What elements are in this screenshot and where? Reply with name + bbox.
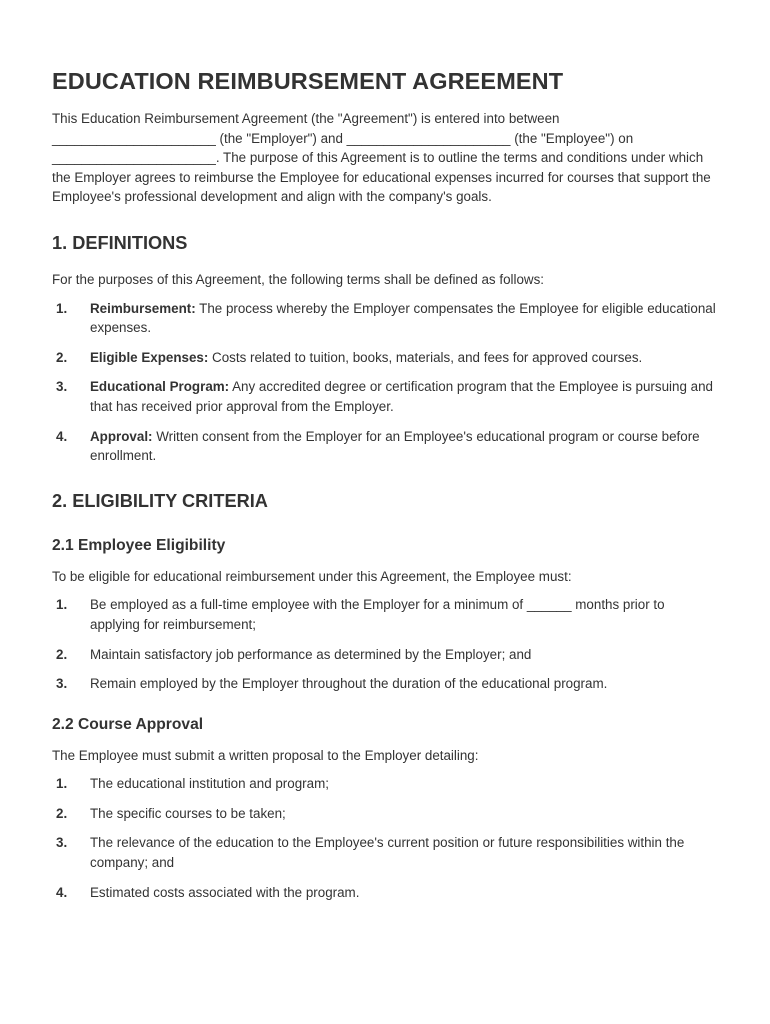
definition-text: The process whereby the Employer compensates the Employee for eligible educational expenses.	[90, 300, 716, 336]
definitions-lead: For the purposes of this Agreement, the following terms shall be defined as follows:	[52, 271, 544, 287]
list-item: 3. Remain employed by the Employer throughout the duration of the educational program.	[56, 676, 608, 692]
subsection-heading-course-approval: 2.2 Course Approval	[52, 715, 204, 733]
definition-term: Reimbursement:	[90, 300, 196, 316]
list-item: 4. Estimated costs associated with the program.	[56, 884, 360, 900]
definition-term: Approval:	[90, 428, 153, 444]
definition-text: Written consent from the Employer for an Employee's educational program or course before enrollment.	[90, 428, 700, 464]
definition-item: 2. Eligible Expenses: Costs related to tuition, books, materials, and fees for approved courses.	[56, 349, 643, 365]
document-title: EDUCATION REIMBURSEMENT AGREEMENT	[52, 68, 564, 94]
list-item: 1. Be employed as a full-time employee with the Employer for a minimum of ______ months prior to applying for reimbursement;	[56, 597, 665, 632]
definition-text: Any accredited degree or certification program that the Employee is pursuing and that has received prior approval from the Employer.	[90, 379, 713, 414]
definition-item: 4. Approval: Written consent from the Employer for an Employee's educational program or course before enrollment.	[56, 428, 700, 464]
subsection-heading-employee-eligibility: 2.1 Employee Eligibility	[52, 536, 226, 554]
list-item: 2. Maintain satisfactory job performance as determined by the Employer; and	[56, 646, 532, 662]
definition-text: Costs related to tuition, books, materials, and fees for approved courses.	[208, 349, 643, 365]
list-item: 3. The relevance of the education to the Employee's current position or future responsibilities within the company; and	[56, 835, 685, 871]
list-item: 2. The specific courses to be taken;	[56, 805, 286, 821]
employee-eligibility-list	[52, 595, 718, 693]
definition-item: 3. Educational Program: Any accredited degree or certification program that the Employee is pursuing and that has received prior approval from the Employer.	[56, 379, 713, 414]
section-heading-definitions: 1. DEFINITIONS	[52, 232, 188, 253]
intro-paragraph: This Education Reimbursement Agreement (the "Agreement") is entered into between ______________________ (the "Employer") and ______________________ (the "Employee") on ______________________. The purpose of this Agreement is to outline the terms and conditions under which the Employer agrees to reimburse the Employee for educational expenses incurred for courses that support the Employee's professional development and align with the company's goals.	[52, 111, 711, 205]
employee-eligibility-lead: To be eligible for educational reimbursement under this Agreement, the Employee must:	[52, 568, 572, 584]
course-approval-list	[52, 774, 718, 902]
course-approval-lead: The Employee must submit a written proposal to the Employer detailing:	[52, 747, 479, 763]
definition-term: Educational Program:	[90, 379, 230, 395]
list-item: 1. The educational institution and program;	[56, 776, 329, 792]
definition-term: Eligible Expenses:	[90, 349, 209, 365]
section-heading-eligibility: 2. ELIGIBILITY CRITERIA	[52, 490, 268, 511]
definition-item: 1. Reimbursement: The process whereby the Employer compensates the Employee for eligible educational expenses.	[56, 300, 716, 336]
definitions-list	[52, 299, 718, 466]
